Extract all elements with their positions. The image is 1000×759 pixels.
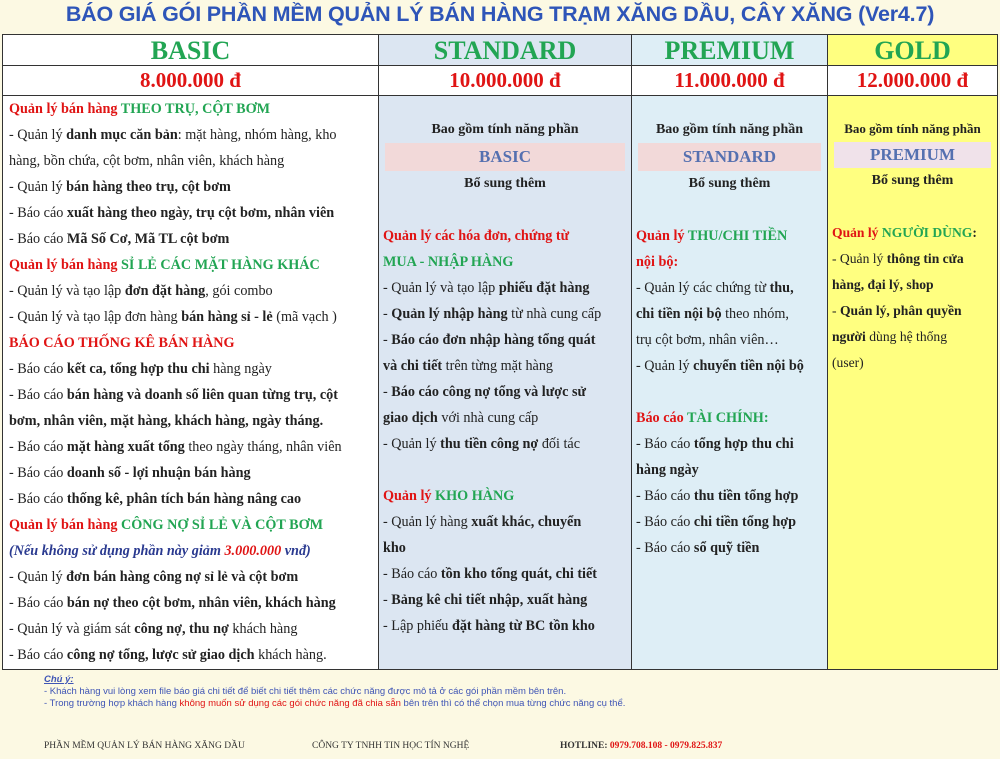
list-item: (user): [832, 355, 864, 370]
includes-label: Bao gồm tính năng phần: [655, 122, 804, 137]
basic-name: BASIC: [3, 35, 378, 66]
includes-label: Bao gồm tính năng phần: [844, 121, 981, 136]
basic-column: [3, 35, 379, 669]
list-item: chi tiền nội bộ theo nhóm,: [636, 306, 789, 322]
included-package: PREMIUM: [834, 142, 991, 168]
list-item: - Quản lý hàng xuất khác, chuyển: [383, 514, 582, 530]
list-item: Quản lý bán hàng THEO TRỤ, CỘT BƠM: [9, 101, 270, 117]
gold-features: [828, 96, 997, 376]
list-item: - Quản lý và giám sát công nợ, thu nợ khách hàng: [9, 621, 298, 637]
section-heading: Quản lý bán hàng SỈ LẺ CÁC MẶT HÀNG KHÁC: [9, 257, 320, 273]
section-heading: nội bộ:: [636, 254, 679, 270]
list-item: - Báo cáo thống kê, phân tích bán hàng nâng cao: [9, 491, 302, 507]
premium-column: [632, 35, 828, 669]
list-item: hàng, bồn chứa, cột bơm, nhân viên, khách hàng: [9, 153, 285, 169]
list-item: - Quản lý danh mục căn bản: mặt hàng, nhóm hàng, kho: [9, 127, 337, 143]
list-item: hàng, đại lý, shop: [832, 277, 934, 292]
additional-label: Bổ sung thêm: [871, 173, 954, 188]
list-item: - Quản lý các chứng từ thu,: [636, 280, 794, 296]
list-item: - Quản lý nhập hàng từ nhà cung cấp: [383, 306, 602, 322]
list-item: - Báo cáo Mã Số Cơ, Mã TL cột bơm: [9, 231, 230, 247]
list-item: - Quản lý bán hàng theo trụ, cột bơm: [9, 179, 231, 195]
premium-price: 11.000.000 đ: [632, 66, 827, 96]
section-heading: Báo cáo TÀI CHÍNH:: [636, 410, 769, 426]
basic-price: 8.000.000 đ: [3, 66, 378, 96]
list-item: - Quản lý thu tiền công nợ đối tác: [383, 436, 581, 452]
standard-name: STANDARD: [379, 35, 631, 66]
standard-price: 10.000.000 đ: [379, 66, 631, 96]
list-item: - Báo cáo công nợ tổng và lược sử: [383, 384, 586, 400]
list-item: - Quản lý và tạo lập đơn đặt hàng, gói combo: [9, 283, 273, 299]
standard-column: [379, 35, 632, 669]
pricing-table: [2, 34, 998, 670]
list-item: - Quản lý và tạo lập phiếu đặt hàng: [383, 280, 590, 296]
list-item: - Quản lý chuyển tiền nội bộ: [636, 358, 804, 374]
section-heading: Quản lý KHO HÀNG: [383, 488, 515, 504]
additional-label: Bổ sung thêm: [688, 176, 771, 191]
list-item: - Báo cáo chi tiền tổng hợp: [636, 514, 796, 530]
list-item: - Báo cáo thu tiền tổng hợp: [636, 488, 799, 504]
list-item: - Báo cáo công nợ tổng, lược sử giao dịch khách hàng.: [9, 647, 327, 663]
footer-company: CÔNG TY TNHH TIN HỌC TÍN NGHỆ: [312, 741, 470, 751]
list-item: - Báo cáo tổng hợp thu chi: [636, 436, 794, 452]
standard-features: [379, 96, 631, 639]
included-package: BASIC: [385, 143, 625, 171]
discount-note: (Nếu không sử dụng phần này giảm 3.000.000 vnđ): [9, 543, 311, 559]
page-title: BÁO GIÁ GÓI PHẦN MỀM QUẢN LÝ BÁN HÀNG TRẠM XĂNG DẦU, CÂY XĂNG (Ver4.7): [65, 2, 935, 26]
premium-name: PREMIUM: [632, 35, 827, 66]
list-item: - Quản lý, phân quyền: [832, 303, 962, 318]
list-item: - Quản lý đơn bán hàng công nợ sỉ lẻ và cột bơm: [9, 569, 299, 585]
gold-name: GOLD: [828, 35, 997, 66]
footer-software: PHẦN MỀM QUẢN LÝ BÁN HÀNG XĂNG DẦU: [44, 741, 245, 751]
list-item: - Quản lý thông tin cửa: [832, 251, 964, 266]
list-item: - Báo cáo mặt hàng xuất tổng theo ngày tháng, nhân viên: [9, 439, 342, 455]
list-item: - Bảng kê chi tiết nhập, xuất hàng: [383, 592, 588, 608]
section-heading: Quản lý bán hàng CÔNG NỢ SỈ LẺ VÀ CỘT BƠM: [9, 517, 324, 533]
list-item: - Báo cáo đơn nhập hàng tổng quát: [383, 332, 596, 348]
gold-price: 12.000.000 đ: [828, 66, 997, 96]
list-item: trụ cột bơm, nhân viên…: [636, 332, 779, 348]
section-heading: Quản lý các hóa đơn, chứng từ: [383, 228, 570, 244]
list-item: - Báo cáo kết ca, tổng hợp thu chi hàng ngày: [9, 361, 272, 377]
list-item: người dùng hệ thống: [832, 329, 948, 344]
premium-features: [632, 96, 827, 561]
list-item: hàng ngày: [636, 462, 699, 478]
notes: [44, 674, 625, 710]
basic-features: [3, 96, 378, 668]
list-item: giao dịch với nhà cung cấp: [383, 410, 539, 426]
list-item: và chi tiết trên từng mặt hàng: [383, 358, 554, 374]
included-package: STANDARD: [638, 143, 821, 171]
list-item: - Báo cáo sổ quỹ tiền: [636, 540, 760, 556]
note-item: - Khách hàng vui lòng xem file báo giá chi tiết để biết chi tiết thêm các chức năng được mô tả ở các gói phần mềm bên trên.: [44, 686, 567, 697]
footer-hotline: HOTLINE: 0979.708.108 - 0979.825.837: [560, 741, 723, 751]
note-item: - Trong trường hợp khách hàng không muốn sử dụng các gói chức năng đã chia sẵn bên trên thì có thể chọn mua từng chức năng cụ thể.: [44, 698, 626, 709]
section-heading: BÁO CÁO THỐNG KÊ BÁN HÀNG: [9, 335, 235, 351]
list-item: - Báo cáo doanh số - lợi nhuận bán hàng: [9, 465, 251, 481]
list-item: - Báo cáo bán nợ theo cột bơm, nhân viên, khách hàng: [9, 595, 336, 611]
list-item: - Báo cáo tồn kho tổng quát, chi tiết: [383, 566, 598, 582]
section-heading: MUA - NHẬP HÀNG: [383, 254, 514, 270]
list-item: - Quản lý và tạo lập đơn hàng bán hàng sỉ - lẻ (mã vạch ): [9, 309, 337, 325]
additional-label: Bổ sung thêm: [464, 176, 546, 191]
notes-heading: Chú ý:: [44, 674, 74, 685]
section-heading: Quản lý THU/CHI TIỀN: [636, 228, 788, 244]
includes-label: Bao gồm tính năng phần: [431, 122, 579, 137]
list-item: kho: [383, 540, 406, 556]
list-item: - Lập phiếu đặt hàng từ BC tồn kho: [383, 618, 595, 634]
list-item: - Báo cáo xuất hàng theo ngày, trụ cột bơm, nhân viên: [9, 205, 335, 221]
gold-column: [828, 35, 997, 669]
list-item: - Báo cáo bán hàng và doanh số liên quan từng trụ, cột: [9, 387, 338, 403]
list-item: bơm, nhân viên, mặt hàng, khách hàng, ngày tháng.: [9, 413, 324, 429]
section-heading: Quản lý NGƯỜI DÙNG:: [832, 225, 977, 240]
